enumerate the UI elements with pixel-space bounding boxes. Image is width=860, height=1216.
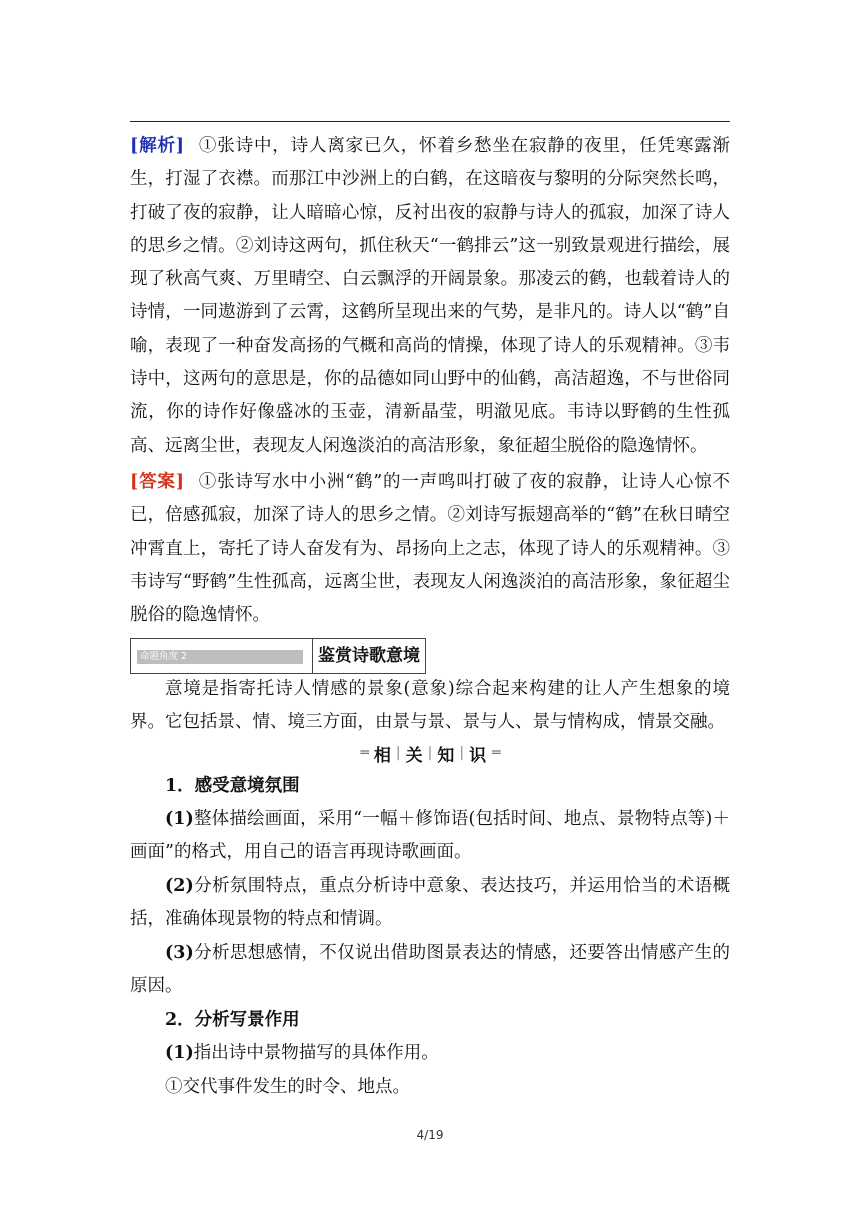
heading-char: 相 <box>373 745 391 766</box>
item-label: (1) <box>165 809 194 829</box>
item-label: (1) <box>165 1043 194 1063</box>
section-heading-related-knowledge <box>130 737 730 769</box>
answer-text: ①张诗写水中小洲“鹤”的一声鸣叫打破了夜的寂静，让诗人心惊不已，倍感孤寂，加深了诗人的思乡之情。②刘诗写振翅高举的“鹤”在秋日晴空冲霄直上，寄托了诗人奋发有为、昂扬向上之志，体现了诗人的乐观精神。③韦诗写“野鹤”生性孤高，远离尘世，表现友人闲逸淡泊的高洁形象，象征超尘脱俗的隐逸情怀。 <box>130 472 730 626</box>
topic-angle-box <box>130 638 426 674</box>
item-text: 整体描绘画面，采用“一幅＋修饰语(包括时间、地点、景物特点等)＋画面”的格式，用自己的语言再现诗歌画面。 <box>130 809 730 863</box>
heading-char: 知 <box>437 745 455 766</box>
item-text: 分析思想感情，不仅说出借助图景表达的情感，还要答出情感产生的原因。 <box>130 943 730 997</box>
item-paragraph-2 <box>130 870 730 937</box>
item-paragraph-1 <box>130 803 730 870</box>
heading-right-ornament: ═ <box>492 745 500 761</box>
page-number: 4/19 <box>416 1128 444 1142</box>
analysis-paragraph <box>130 130 730 463</box>
item-paragraph-5: ①交代事件发生的时令、地点。 <box>165 1077 410 1097</box>
analysis-tag: [解析] <box>130 136 185 156</box>
heading-left-ornament: ═ <box>360 745 368 761</box>
item-label: (3) <box>165 943 194 963</box>
answer-tag: [答案] <box>130 472 184 492</box>
item-heading-2: 2．分析写景作用 <box>165 1010 300 1030</box>
item-text: 指出诗中景物描写的具体作用。 <box>193 1043 439 1063</box>
item-paragraph-3 <box>130 937 730 1004</box>
intro-paragraph: 意境是指寄托诗人情感的景象(意象)综合起来构建的让人产生想象的境界。它包括景、情、境三方面，由景与景、景与人、景与情构成，情景交融。 <box>130 679 730 733</box>
heading-separator: | <box>427 745 433 761</box>
heading-separator: | <box>459 745 465 761</box>
item-text: 分析氛围特点，重点分析诗中意象、表达技巧，并运用恰当的术语概括，准确体现景物的特点和情调。 <box>130 876 730 930</box>
top-rule <box>130 121 730 122</box>
heading-char: 识 <box>469 745 487 766</box>
topic-angle-label-cell <box>131 639 313 673</box>
heading-char: 关 <box>405 745 423 766</box>
analysis-text: ①张诗中，诗人离家已久，怀着乡愁坐在寂静的夜里，任凭寒露渐生，打湿了衣襟。而那江中沙洲上的白鹤，在这暗夜与黎明的分际突然长鸣，打破了夜的寂静，让人暗暗心惊，反衬出夜的寂静与诗人的孤寂，加深了诗人的思乡之情。②刘诗这两句，抓住秋天“一鹤排云”这一别致景观进行描绘，展现了秋高气爽、万里晴空、白云飘浮的开阔景象。那凌云的鹤，也载着诗人的诗情，一同遨游到了云霄，这鹤所呈现出来的气势，是非凡的。诗人以“鹤”自喻，表现了一种奋发高扬的气概和高尚的情操，体现了诗人的乐观精神。③韦诗中，这两句的意思是，你的品德如同山野中的仙鹤，高洁超逸，不与世俗同流，你的诗作好像盛冰的玉壶，清新晶莹，明澈见底。韦诗以野鹤的生性孤高、远离尘世，表现友人闲逸淡泊的高洁形象，象征超尘脱俗的隐逸情怀。 <box>130 136 731 456</box>
topic-angle-title: 鉴赏诗歌意境 <box>318 646 420 666</box>
item-paragraph-4 <box>130 1037 730 1070</box>
answer-paragraph <box>130 466 730 632</box>
topic-angle-badge: 命题角度 2 <box>137 650 303 664</box>
item-heading-1: 1．感受意境氛围 <box>165 776 300 796</box>
heading-separator: | <box>395 745 401 761</box>
item-label: (2) <box>165 876 194 896</box>
